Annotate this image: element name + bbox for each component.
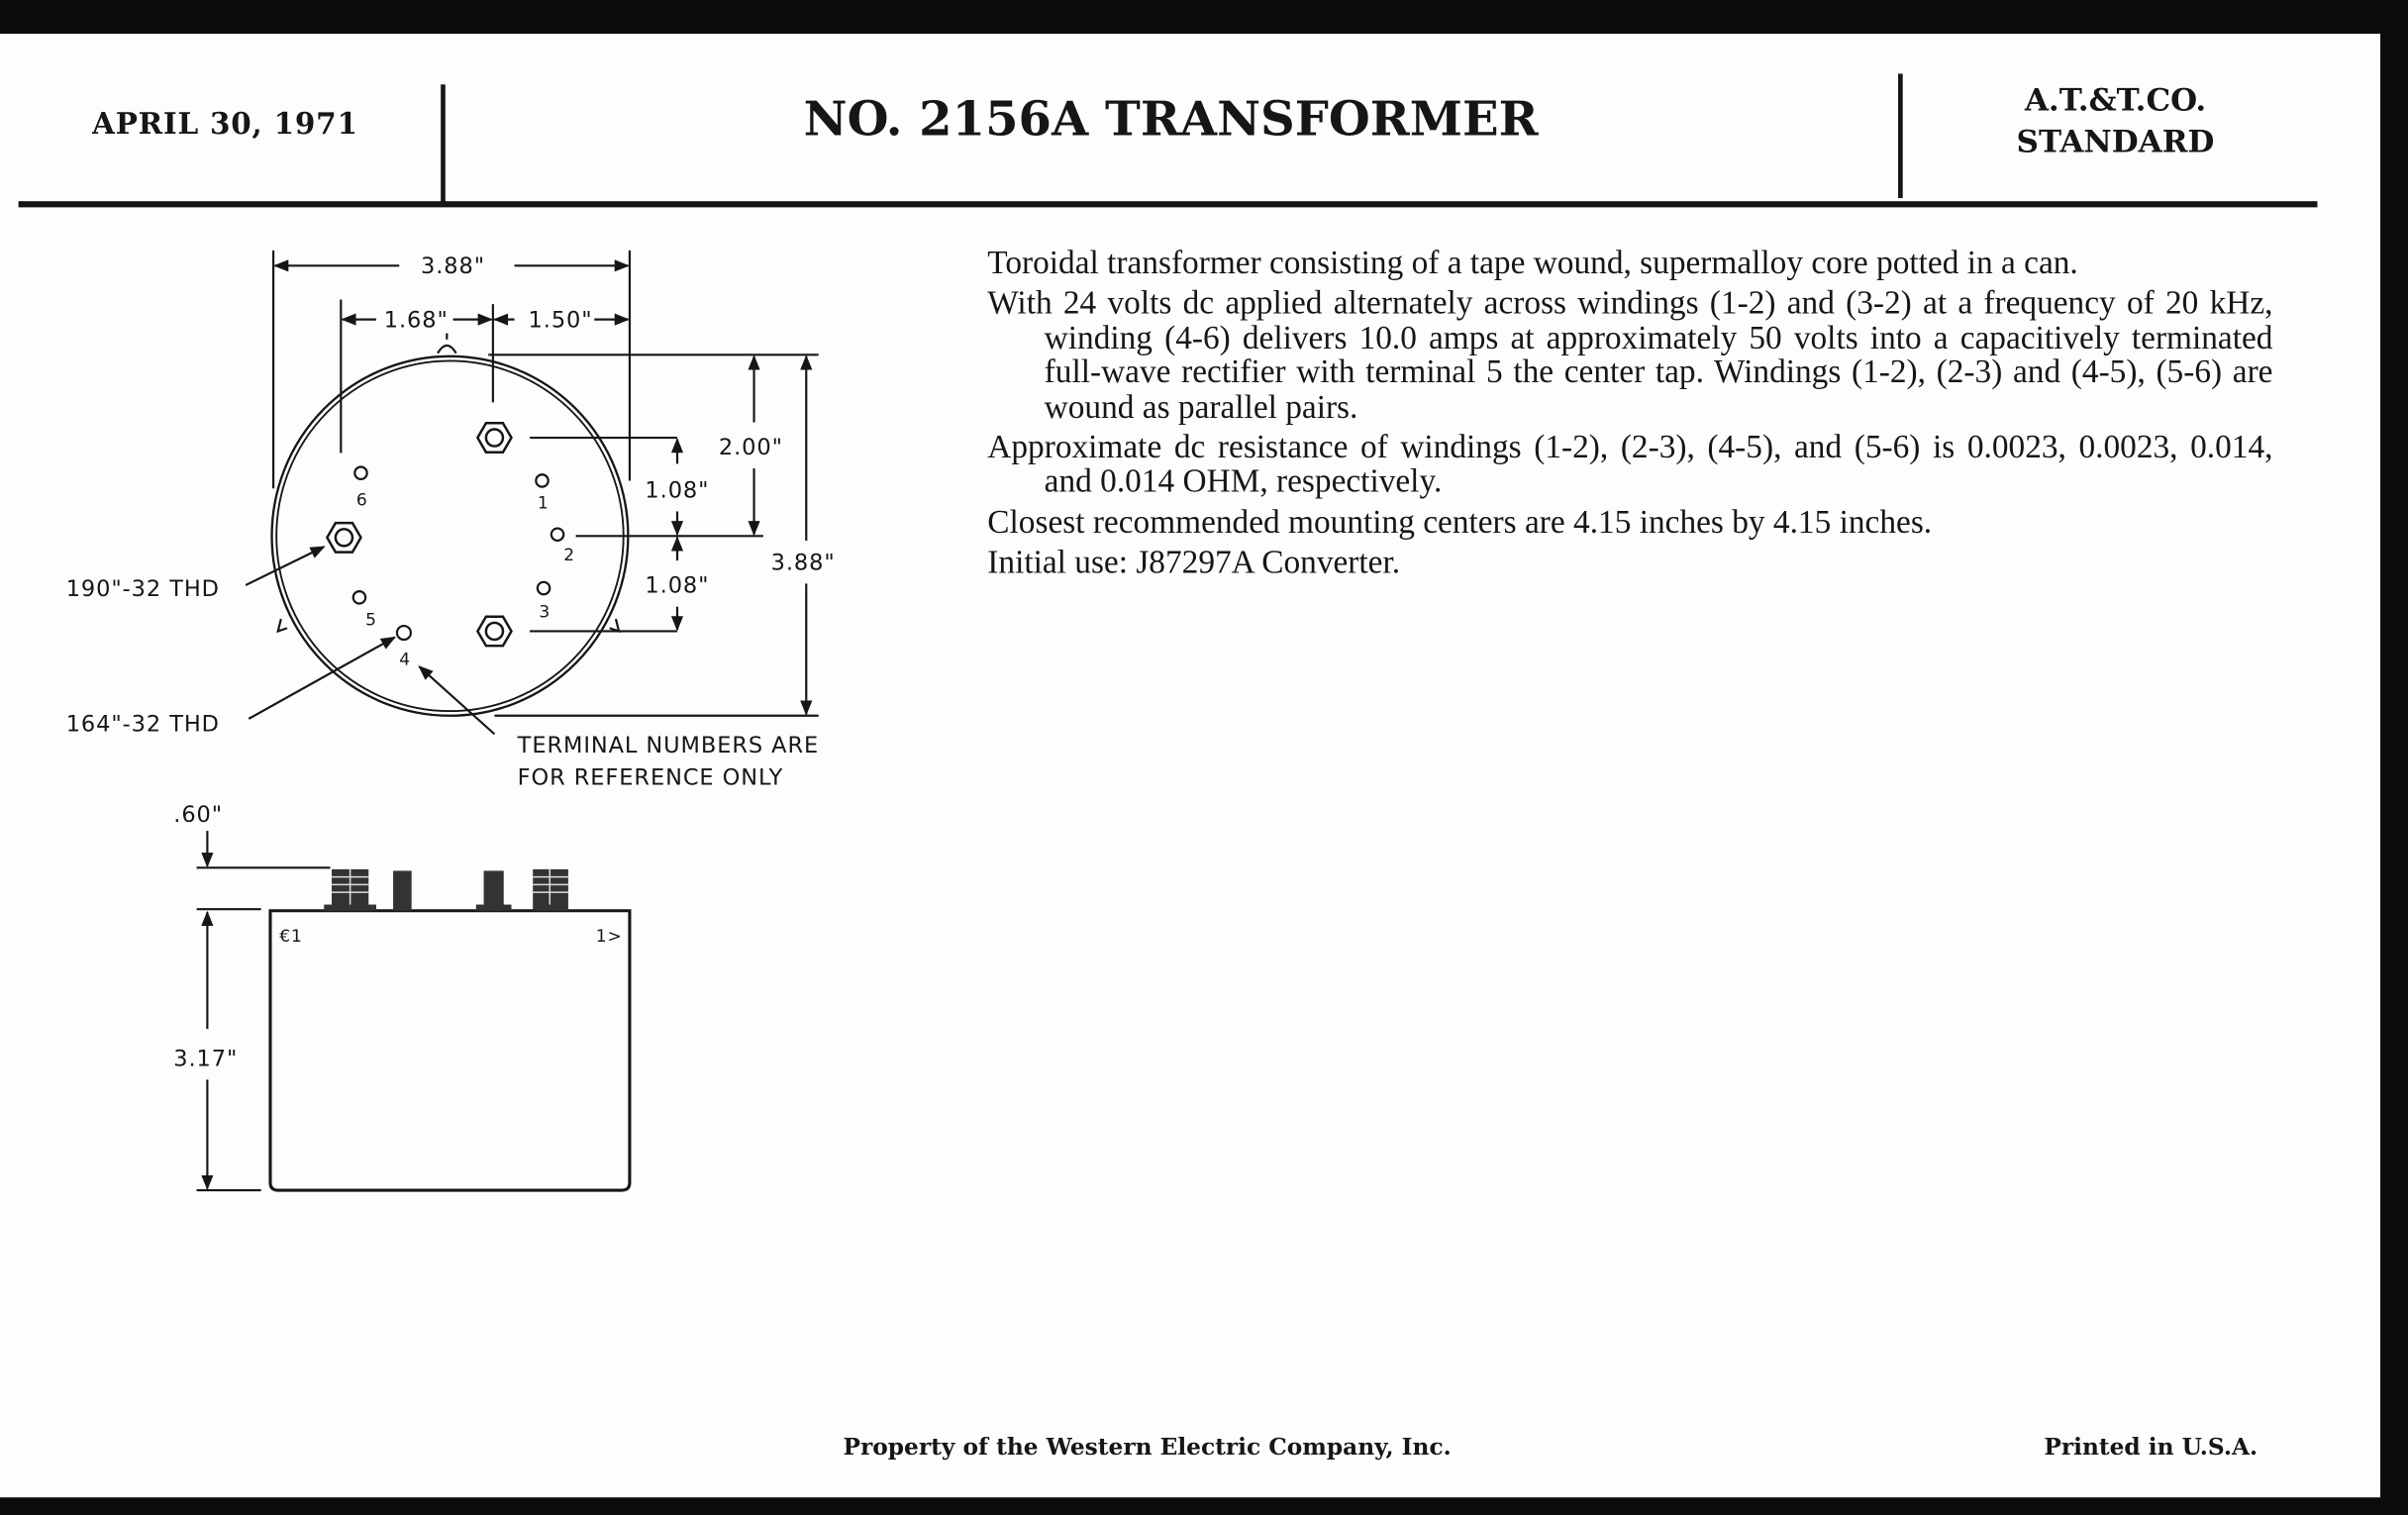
dim-overall-width: 3.88" [420, 253, 486, 280]
mounting-stud-icon [477, 423, 511, 452]
terminal-note-line-2: FOR REFERENCE ONLY [517, 764, 784, 791]
side-mark-right: 1> [595, 926, 623, 947]
description-paragraph: Initial use: J87297A Converter. [987, 544, 1401, 581]
dim-stud-height: .60" [173, 801, 224, 828]
mounting-stud-icon [477, 617, 511, 646]
terminal-label: 4 [399, 650, 412, 670]
terminal-label: 2 [563, 546, 575, 566]
dim-can-height: 3.17" [173, 1046, 239, 1072]
dim-terminal-spacing-lower: 1.08" [645, 572, 710, 599]
stud-small-callout: 164"-32 THD [65, 711, 220, 738]
dim-right-offset: 1.50" [528, 307, 593, 334]
dim-left-offset: 1.68" [383, 307, 449, 334]
side-mark-left: €1 [279, 926, 303, 947]
standard-line-2: STANDARD [2016, 123, 2215, 160]
terminal-note-line-1: TERMINAL NUMBERS ARE [517, 732, 820, 758]
page-title: NO. 2156A TRANSFORMER [803, 92, 1539, 148]
dim-overall-height: 3.88" [770, 550, 836, 576]
description-paragraph: Closest recommended mounting centers are 4.15 inches by 4.15 inches. [987, 503, 1933, 541]
standard-line-1: A.T.&T.CO. [2024, 81, 2207, 119]
terminal-label: 3 [539, 602, 552, 623]
mounting-stud-icon [327, 523, 360, 552]
terminal-studs [324, 869, 568, 911]
printed-notice: Printed in U.S.A. [2044, 1433, 2258, 1462]
terminal-label: 1 [537, 493, 550, 514]
terminal-label: 6 [355, 490, 368, 511]
dim-terminal-spacing-upper: 1.08" [645, 477, 710, 504]
description-paragraph: Toroidal transformer consisting of a tape wound, supermalloy core potted in a can. [987, 244, 2078, 281]
description-paragraph: With 24 volts dc applied alternately across windings (1-2) and (3-2) at a frequency of 20 kHz, winding (4-6) delivers 10.0 amps at approximately 50 volts into a capacitively terminated full-wave rectifier with terminal 5 the center tap. Windings (1-2), (2-3) and (4-5), (5-6) are wound as parallel pairs. [987, 284, 2273, 426]
property-notice: Property of the Western Electric Company, Inc. [843, 1433, 1452, 1462]
stud-large-callout: 190"-32 THD [65, 575, 220, 602]
issue-date: APRIL 30, 1971 [92, 107, 358, 142]
description-paragraph: Approximate dc resistance of windings (1-2), (2-3), (4-5), and (5-6) is 0.0023, 0.0023, 0.014, and 0.014 OHM, respectively. [987, 428, 2273, 500]
terminal-label: 5 [365, 610, 377, 631]
dim-vertical-offset: 2.00" [718, 435, 783, 461]
